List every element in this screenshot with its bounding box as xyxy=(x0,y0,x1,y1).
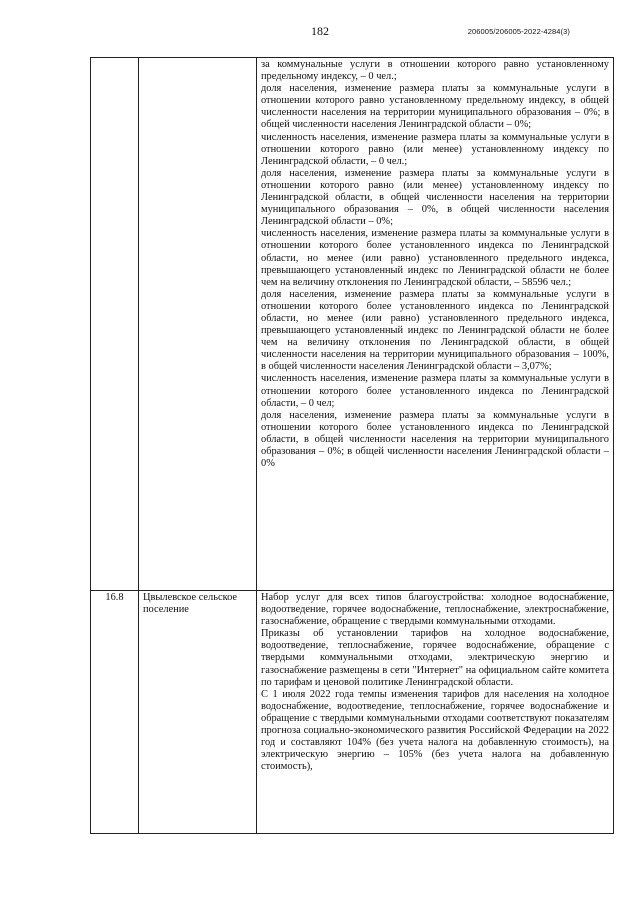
paragraph: доля населения, изменение размера платы за коммунальные услуги в отношении которого равно (или менее) установленному индексу по Ленинградской области, в общей численности населения на территории муниципального образования – 0%, в общей численности населения Ленинградской области – 0%; xyxy=(261,167,609,228)
row-description xyxy=(257,58,614,591)
paragraph: доля населения, изменение размера платы за коммунальные услуги в отношении которого более установленного индекса по Ленинградской области, в общей численности населения на территории муниципального образования – 0%; в общей численности населения Ленинградской области – 0% xyxy=(261,409,609,470)
regulation-table xyxy=(90,57,614,834)
municipality-name: Цвылевское сельское поселение xyxy=(139,591,257,834)
row-number xyxy=(91,58,139,591)
paragraph: численность населения, изменение размера платы за коммунальные услуги в отношении которого более установленного индекса по Ленинградской области, – 0 чел; xyxy=(261,373,609,409)
paragraph: доля населения, изменение размера платы за коммунальные услуги в отношении которого равно установленному предельному индексу, в общей численности населения на территории муниципального образования – 0%; в общей численности населения Ленинградской области – 0%; xyxy=(261,83,609,131)
table-row xyxy=(91,58,614,591)
row-number: 16.8 xyxy=(91,591,139,834)
page-number: 182 xyxy=(311,24,329,38)
document-code: 206005/206005-2022-4284(3) xyxy=(467,27,570,36)
table-row xyxy=(91,591,614,834)
paragraph: доля населения, изменение размера платы за коммунальные услуги в отношении которого более установленного индекса по Ленинградской области, но менее (или равно) установленного предельного индекса, превышающего установленный индекс по Ленинградской области не более чем на величину отклонения по Ленинградской области, в общей численности населения на территории муниципального образования – 100%, в общей численности населения Ленинградской области – 3,07%; xyxy=(261,288,609,373)
paragraph: С 1 июля 2022 года темпы изменения тарифов для населения на холодное водоснабжение, водоотведение, теплоснабжение, горячее водоснабжение и обращение с твердыми коммунальными отходами соответствуют показателям прогноза социально-экономического развития Российской Федерации на 2022 год и составляют 104% (без учета налога на добавленную стоимость), на электрическую энергию – 105% (без учета налога на добавленную стоимость), xyxy=(261,688,609,773)
paragraph: за коммунальные услуги в отношении которого равно установленному предельному индексу, – 0 чел.; xyxy=(261,59,609,83)
paragraph: Набор услуг для всех типов благоустройства: холодное водоснабжение, водоотведение, горячее водоснабжение, теплоснабжение, электроснабжение, газоснабжение, обращение с твердыми коммунальными отходами. xyxy=(261,592,609,628)
paragraph: Приказы об установлении тарифов на холодное водоснабжение, водоотведение, теплоснабжение, горячее водоснабжение, обращение с твердыми коммунальными отходами, электрическую энергию и газоснабжение размещены в сети "Интернет" на официальном сайте комитета по тарифам и ценовой политике Ленинградской области. xyxy=(261,628,609,688)
row-description xyxy=(257,591,614,834)
paragraph: численность населения, изменение размера платы за коммунальные услуги в отношении которого равно (или менее) установленному индексу по Ленинградской области, – 0 чел.; xyxy=(261,131,609,167)
municipality-name xyxy=(139,58,257,591)
paragraph: численность населения, изменение размера платы за коммунальные услуги в отношении которого более установленного индекса по Ленинградской области, но менее (или равно) установленного предельного индекса, превышающего установленный индекс по Ленинградской области не более чем на величину отклонения по Ленинградской области, – 58596 чел.; xyxy=(261,228,609,288)
